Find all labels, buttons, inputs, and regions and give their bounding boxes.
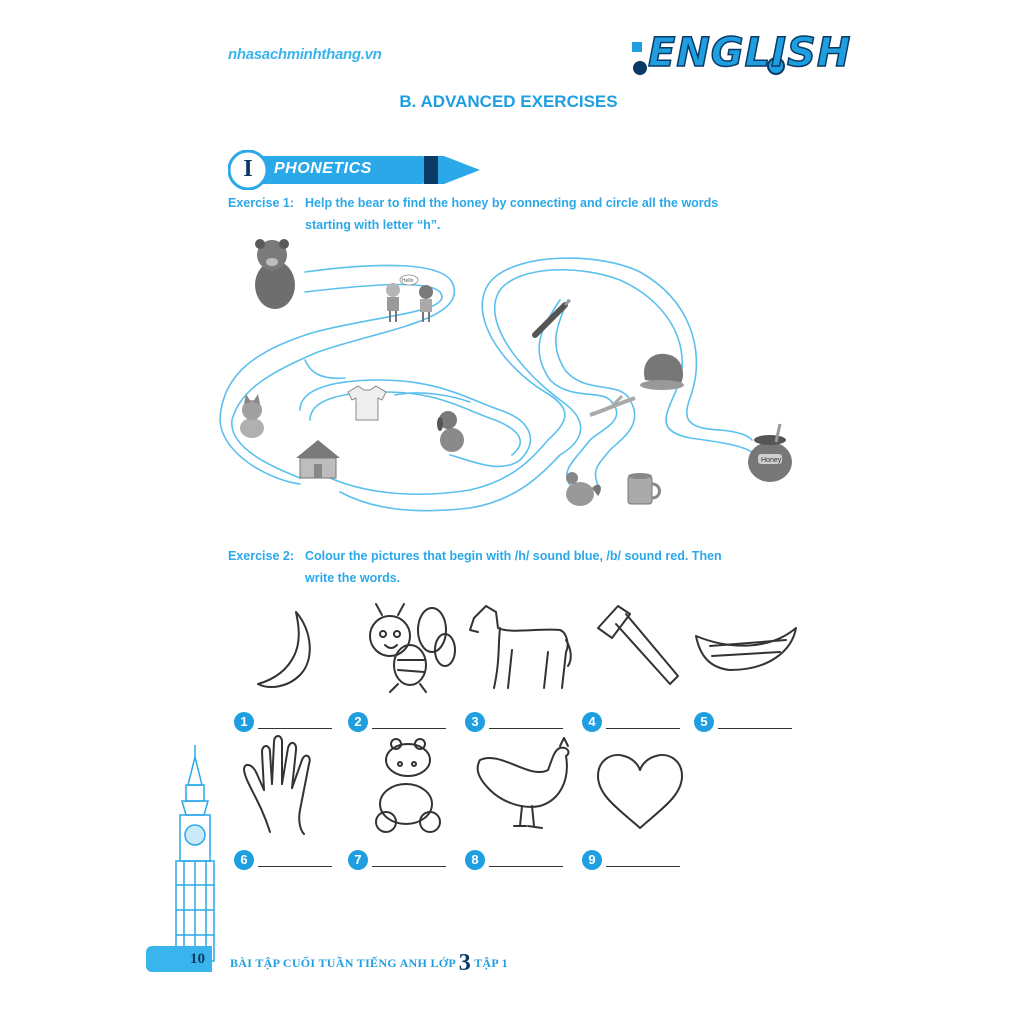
item-number-7: 7: [348, 850, 368, 870]
item-number-1: 1: [234, 712, 254, 732]
footer-lop: LỚP: [430, 956, 456, 970]
banana-icon: [258, 612, 310, 687]
section-label: PHONETICS: [274, 160, 372, 177]
hammer-icon: [598, 606, 678, 684]
footer-grade: 3: [458, 950, 471, 976]
answer-blank-6[interactable]: [258, 866, 332, 867]
honey-label: Honey: [761, 457, 782, 464]
heart-icon: [598, 755, 682, 828]
item-number-6: 6: [234, 850, 254, 870]
answer-blank-8[interactable]: [489, 866, 563, 867]
item-number-8: 8: [465, 850, 485, 870]
exercise2-instruction-line1: Colour the pictures that begin with /h/ sound blue, /b/ sound red. Then: [305, 549, 722, 563]
boat-icon: [696, 628, 796, 670]
exercise2-instruction-line2: write the words.: [305, 571, 401, 585]
footer-title-part1: BÀI TẬP CUỐI TUẦN TIẾNG ANH: [230, 956, 428, 970]
item-number-3: 3: [465, 712, 485, 732]
footer-title-part2: TẬP 1: [474, 956, 508, 970]
exercise1-instruction-line2: starting with letter “h”.: [305, 218, 441, 232]
answer-blank-9[interactable]: [606, 866, 680, 867]
site-url: nhasachminhthang.vn: [228, 46, 382, 63]
answer-blank-2[interactable]: [372, 728, 446, 729]
exercise1-instruction-line1: Help the bear to find the honey by connecting and circle all the words: [305, 196, 719, 210]
answer-blank-7[interactable]: [372, 866, 446, 867]
item-number-5: 5: [694, 712, 714, 732]
big-ben-icon: [160, 745, 230, 965]
page-number: 10: [190, 951, 205, 967]
item-number-4: 4: [582, 712, 602, 732]
horse-icon: [470, 606, 571, 688]
hippo-icon: [376, 739, 440, 832]
answer-blank-1[interactable]: [258, 728, 332, 729]
hello-bubble: Hello: [402, 278, 414, 284]
hen-icon: [478, 738, 569, 828]
answer-blank-5[interactable]: [718, 728, 792, 729]
section-numeral: I: [243, 156, 253, 182]
bee-icon: [370, 604, 455, 692]
answer-blank-3[interactable]: [489, 728, 563, 729]
answer-blank-4[interactable]: [606, 728, 680, 729]
item-number-9: 9: [582, 850, 602, 870]
exercise2-label: Exercise 2:: [228, 549, 295, 563]
footer-book-title: [230, 950, 508, 977]
item-number-2: 2: [348, 712, 368, 732]
logo-text: ENGLISH: [648, 30, 852, 76]
hand-icon: [244, 736, 310, 834]
page-title: B. ADVANCED EXERCISES: [399, 92, 618, 111]
exercise1-label: Exercise 1:: [228, 196, 295, 210]
